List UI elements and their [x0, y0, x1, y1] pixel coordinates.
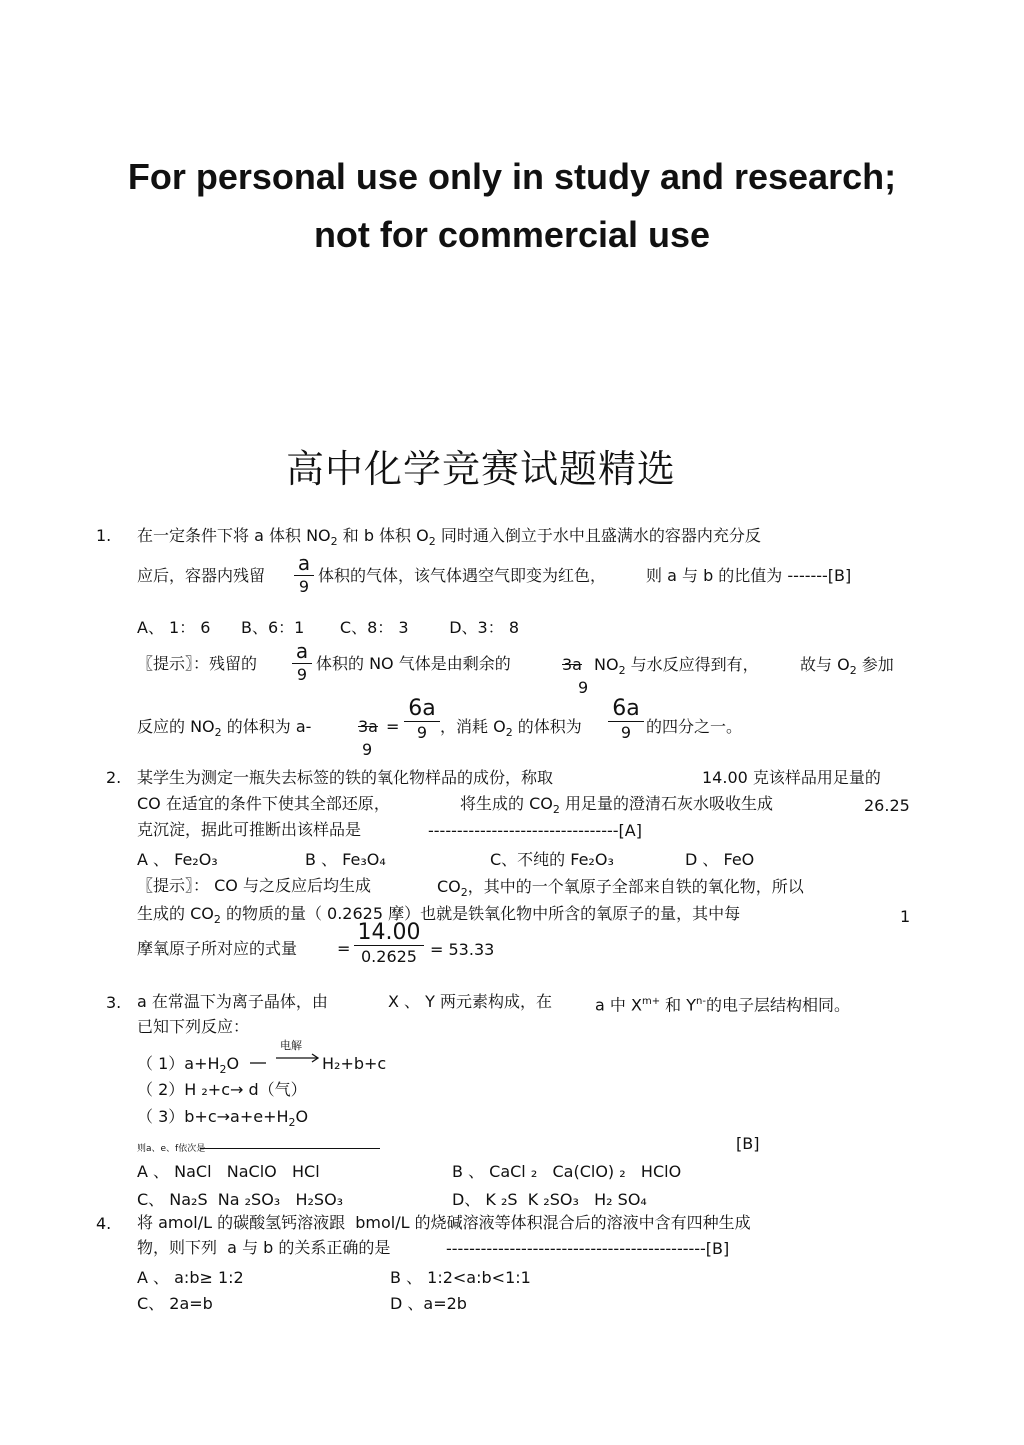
text-segment: 和 Y: [660, 995, 697, 1015]
option-d: D 、 FeO: [685, 850, 755, 869]
numerator: 6a: [612, 696, 640, 721]
denominator: 9: [362, 740, 373, 759]
option-b: B 、 CaCl ₂ Ca(ClO) ₂ HClO: [452, 1162, 682, 1181]
text-segment: （ 3）b+c→a+e+H: [137, 1107, 289, 1126]
question-text: [460, 794, 773, 820]
numerator: 14.00: [357, 920, 421, 945]
equals-sign: =: [337, 939, 351, 958]
denominator: 9: [296, 665, 308, 684]
subscript: 2: [330, 535, 338, 549]
option-b: B 、 1:2<a:b<1:1: [390, 1268, 531, 1287]
text-segment: 用足量的澄清石灰水吸收生成: [559, 794, 773, 813]
hint-text: 摩氧原子所对应的式量: [137, 939, 298, 958]
answer-marker: [B]: [736, 1134, 760, 1153]
banner-line-2: not for commercial use: [313, 214, 711, 255]
fraction-bar: [354, 945, 424, 946]
text-segment: （ 1）a+H: [137, 1054, 220, 1073]
question-text: 14.00 克该样品用足量的: [702, 768, 881, 787]
option-a: A 、 Fe₂O₃: [137, 850, 218, 869]
question-text: 某学生为测定一瓶失去标签的铁的氧化物样品的成份，称取: [137, 768, 554, 787]
answer-marker: ---------------------------------------------[B]: [446, 1239, 730, 1258]
question-text: X 、 Y 两元素构成，在: [388, 992, 552, 1011]
text-segment: CO: [437, 877, 461, 896]
hint-text: = 53.33: [430, 940, 495, 959]
text-segment: O: [295, 1107, 309, 1126]
reaction-1-products: H₂+b+c: [322, 1054, 387, 1073]
question-number: 3.: [106, 993, 122, 1012]
question-text: [137, 526, 761, 552]
text-segment: 的电子层结构相同。: [705, 995, 850, 1015]
struck-numerator: 3a: [562, 655, 582, 674]
text-segment: 参加: [856, 655, 894, 674]
subscript: 2: [849, 664, 857, 678]
option-b: B 、 Fe₃O₄: [305, 850, 386, 869]
hint-text: [437, 877, 804, 903]
numerator: a: [295, 639, 309, 663]
question-text: [595, 992, 850, 1015]
question-text: 26.25: [864, 796, 910, 815]
fraction-bar: [292, 663, 312, 664]
electrolysis-label: 电解: [280, 1039, 302, 1052]
question-text: a 在常温下为离子晶体，由: [137, 992, 328, 1011]
option-a: A 、 a:b≥ 1:2: [137, 1268, 244, 1287]
text-segment: 将生成的 CO: [460, 794, 553, 813]
text-segment: 生成的 CO: [137, 904, 214, 923]
text-segment: 故与 O: [800, 655, 850, 674]
hint-text: [137, 904, 740, 930]
text-segment: 在一定条件下将 a 体积 NO: [137, 526, 331, 545]
hint-text: 〖提示〗：残留的: [137, 654, 258, 673]
reaction-1: [137, 1054, 239, 1080]
text-segment: 反应的 NO: [137, 717, 215, 736]
question-number: 1.: [96, 526, 112, 545]
numerator: 6a: [408, 696, 436, 721]
fraction-6a-over-9: [608, 698, 644, 743]
question-text: 克沉淀，据此可推断出该样品是: [137, 820, 362, 839]
answer-options: A、 1： 6 B、6：1 C、8： 3 D、3： 8: [137, 618, 520, 637]
hint-text: [594, 655, 759, 681]
hint-text: 1: [900, 907, 911, 926]
option-d: D、 K ₂S K ₂SO₃ H₂ SO₄: [452, 1190, 647, 1209]
question-text: 体积的气体，该气体遇空气即变为红色，: [318, 566, 607, 585]
question-text: 则 a 与 b 的比值为 -------[B]: [646, 566, 852, 585]
superscript: n-: [696, 996, 706, 1007]
question-text: 物，则下列 a 与 b 的关系正确的是: [137, 1238, 391, 1257]
answer-line: [200, 1148, 380, 1149]
denominator: 0.2625: [361, 947, 417, 966]
option-c: C、不纯的 Fe₂O₃: [490, 850, 614, 869]
answer-marker: ---------------------------------[A]: [428, 821, 642, 840]
fraction-bar: [294, 575, 314, 576]
denominator: 9: [620, 723, 632, 742]
fraction-14-over-02625: [354, 922, 424, 967]
numerator: a: [297, 551, 311, 575]
subscript: 2: [428, 535, 436, 549]
question-text: 应后，容器内残留: [137, 566, 266, 585]
subscript: 2: [288, 1116, 296, 1130]
reaction-2: （ 2）H ₂+c→ d（气）: [137, 1080, 307, 1099]
text-segment: 和 b 体积 O: [337, 526, 429, 545]
reaction-3: [137, 1107, 308, 1133]
hint-text: 体积的 NO 气体是由剩余的: [316, 654, 511, 673]
question-text: 已知下列反应：: [137, 1017, 250, 1036]
fraction-6a-over-9: [404, 698, 440, 743]
subscript: 2: [618, 664, 626, 678]
option-a: A 、 NaCl NaClO HCl: [137, 1162, 320, 1181]
text-segment: 的体积为: [512, 717, 582, 736]
question-text: 将 amol/L 的碳酸氢钙溶液跟 bmol/L 的烧碱溶液等体积混合后的溶液中含有四种生成: [137, 1213, 751, 1232]
equals-sign: =: [386, 717, 400, 736]
denominator: 9: [298, 577, 310, 596]
denominator: 9: [578, 678, 589, 697]
question-number: 4.: [96, 1214, 112, 1233]
option-d: D 、a=2b: [390, 1294, 467, 1313]
hint-text: [440, 717, 582, 743]
electrolysis-arrow-icon: [248, 1052, 324, 1068]
superscript: m+: [641, 996, 661, 1007]
option-c: C、 Na₂S Na ₂SO₃ H₂SO₃: [137, 1190, 344, 1209]
text-segment: O: [226, 1054, 240, 1073]
option-c: C、 2a=b: [137, 1294, 213, 1313]
subscript: 2: [505, 726, 513, 740]
question-text: CO 在适宜的条件下使其全部还原，: [137, 794, 390, 813]
fraction-a-over-9: [294, 552, 314, 597]
struck-numerator: 3a: [358, 717, 378, 736]
fraction-bar: [608, 721, 644, 722]
text-segment: ，其中的一个氧原子全部来自铁的氧化物，所以: [467, 877, 804, 896]
hint-text: [137, 717, 311, 743]
question-prompt: 则a、e、f依次是: [137, 1144, 206, 1154]
hint-text: 的四分之一。: [646, 717, 743, 736]
banner-line-1: For personal use only in study and research;: [127, 156, 897, 197]
text-segment: ，消耗 O: [440, 717, 506, 736]
hint-text: 〖提示〗： CO 与之反应后均生成: [137, 876, 371, 895]
subscript: 2: [460, 886, 468, 900]
question-number: 2.: [106, 768, 122, 787]
subscript: 2: [214, 726, 222, 740]
hint-text: [800, 655, 894, 681]
fraction-bar: [404, 721, 440, 722]
subscript: 2: [219, 1063, 227, 1077]
text-segment: a 中 X: [595, 995, 642, 1015]
text-segment: NO: [594, 655, 619, 674]
text-segment: 同时通入倒立于水中且盛满水的容器内充分反: [435, 526, 761, 545]
text-segment: 的体积为 a-: [221, 717, 312, 736]
fraction-a-over-9: [292, 640, 312, 685]
text-segment: 的物质的量（ 0.2625 摩）也就是铁氧化物中所含的氧原子的量，其中每: [220, 904, 741, 923]
subscript: 2: [213, 913, 221, 927]
subscript: 2: [552, 803, 560, 817]
page-title: 高中化学竞赛试题精选: [286, 447, 677, 491]
denominator: 9: [416, 723, 428, 742]
text-segment: 与水反应得到有，: [625, 655, 759, 674]
